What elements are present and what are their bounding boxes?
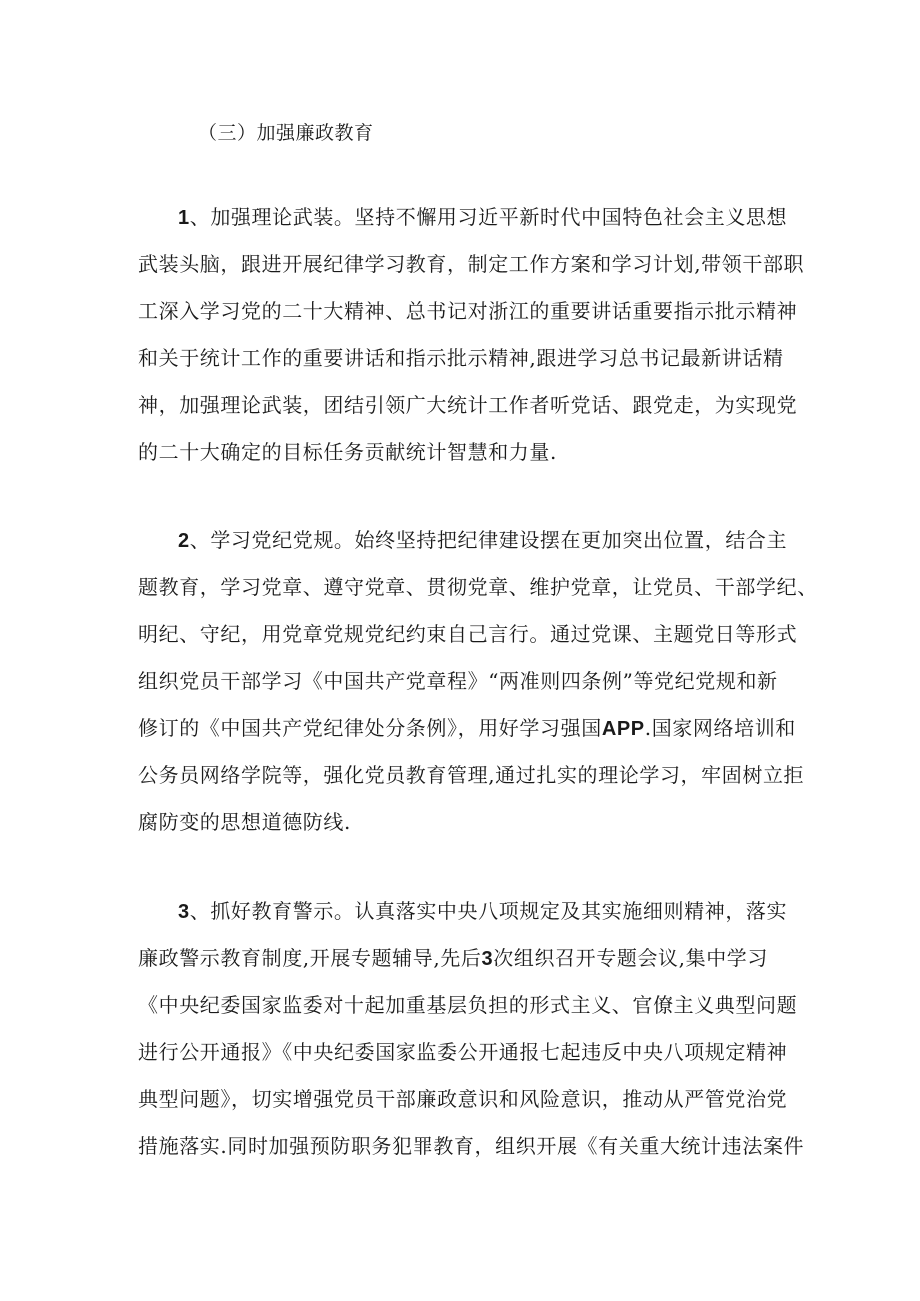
paragraph-line: 进行公开通报》《中央纪委国家监委公开通报七起违反中央八项规定精神 bbox=[138, 1040, 788, 1064]
paragraph-line: 3、抓好教育警示。认真落实中央八项规定及其实施细则精神，落实 bbox=[178, 899, 788, 923]
section-heading: （三）加强廉政教育 bbox=[198, 122, 374, 144]
paragraph-line: 明纪、守纪，用党章党规党纪约束自己言行。通过党课、主题党日等形式 bbox=[138, 622, 798, 646]
paragraph-line: 2、学习党纪党规。始终坚持把纪律建设摆在更加突出位置，结合主 bbox=[178, 528, 788, 552]
paragraph-line: 《中央纪委国家监委对十起加重基层负担的形式主义、官僚主义典型问题 bbox=[138, 993, 798, 1017]
paragraph-line: 题教育，学习党章、遵守党章、贯彻党章、维护党章，让党员、干部学纪、 bbox=[138, 575, 818, 599]
paragraph-line: 工深入学习党的二十大精神、总书记对浙江的重要讲话重要指示批示精神 bbox=[138, 299, 798, 323]
paragraph-line: 腐防变的思想道德防线. bbox=[138, 810, 351, 834]
paragraph-line: 廉政警示教育制度,开展专题辅导,先后3次组织召开专题会议,集中学习 bbox=[138, 946, 769, 970]
paragraph-line: 典型问题》，切实增强党员干部廉政意识和风险意识，推动从严管党治党 bbox=[138, 1087, 788, 1111]
paragraph-line: 措施落实.同时加强预防职务犯罪教育，组织开展《有关重大统计违法案件 bbox=[138, 1134, 805, 1158]
paragraph-line: 公务员网络学院等，强化党员教育管理,通过扎实的理论学习，牢固树立拒 bbox=[138, 763, 805, 787]
paragraph-line: 修订的《中国共产党纪律处分条例》，用好学习强国APP.国家网络培训和 bbox=[138, 716, 796, 740]
paragraph-line: 和关于统计工作的重要讲话和指示批示精神,跟进学习总书记最新讲话精 bbox=[138, 346, 784, 370]
paragraph-warning-education bbox=[138, 888, 805, 1170]
paragraph-line: 组织党员干部学习《中国共产党章程》“两准则四条例”等党纪党规和新 bbox=[138, 669, 778, 693]
paragraph-line: 武装头脑，跟进开展纪律学习教育，制定工作方案和学习计划,带领干部职 bbox=[138, 252, 805, 276]
paragraph-theory-arming bbox=[138, 194, 805, 476]
paragraph-line: 神，加强理论武装，团结引领广大统计工作者听党话、跟党走，为实现党 bbox=[138, 393, 798, 417]
paragraph-line: 的二十大确定的目标任务贡献统计智慧和力量. bbox=[138, 440, 557, 464]
paragraph-party-discipline bbox=[138, 517, 818, 846]
paragraph-line: 1、加强理论武装。坚持不懈用习近平新时代中国特色社会主义思想 bbox=[178, 205, 788, 229]
